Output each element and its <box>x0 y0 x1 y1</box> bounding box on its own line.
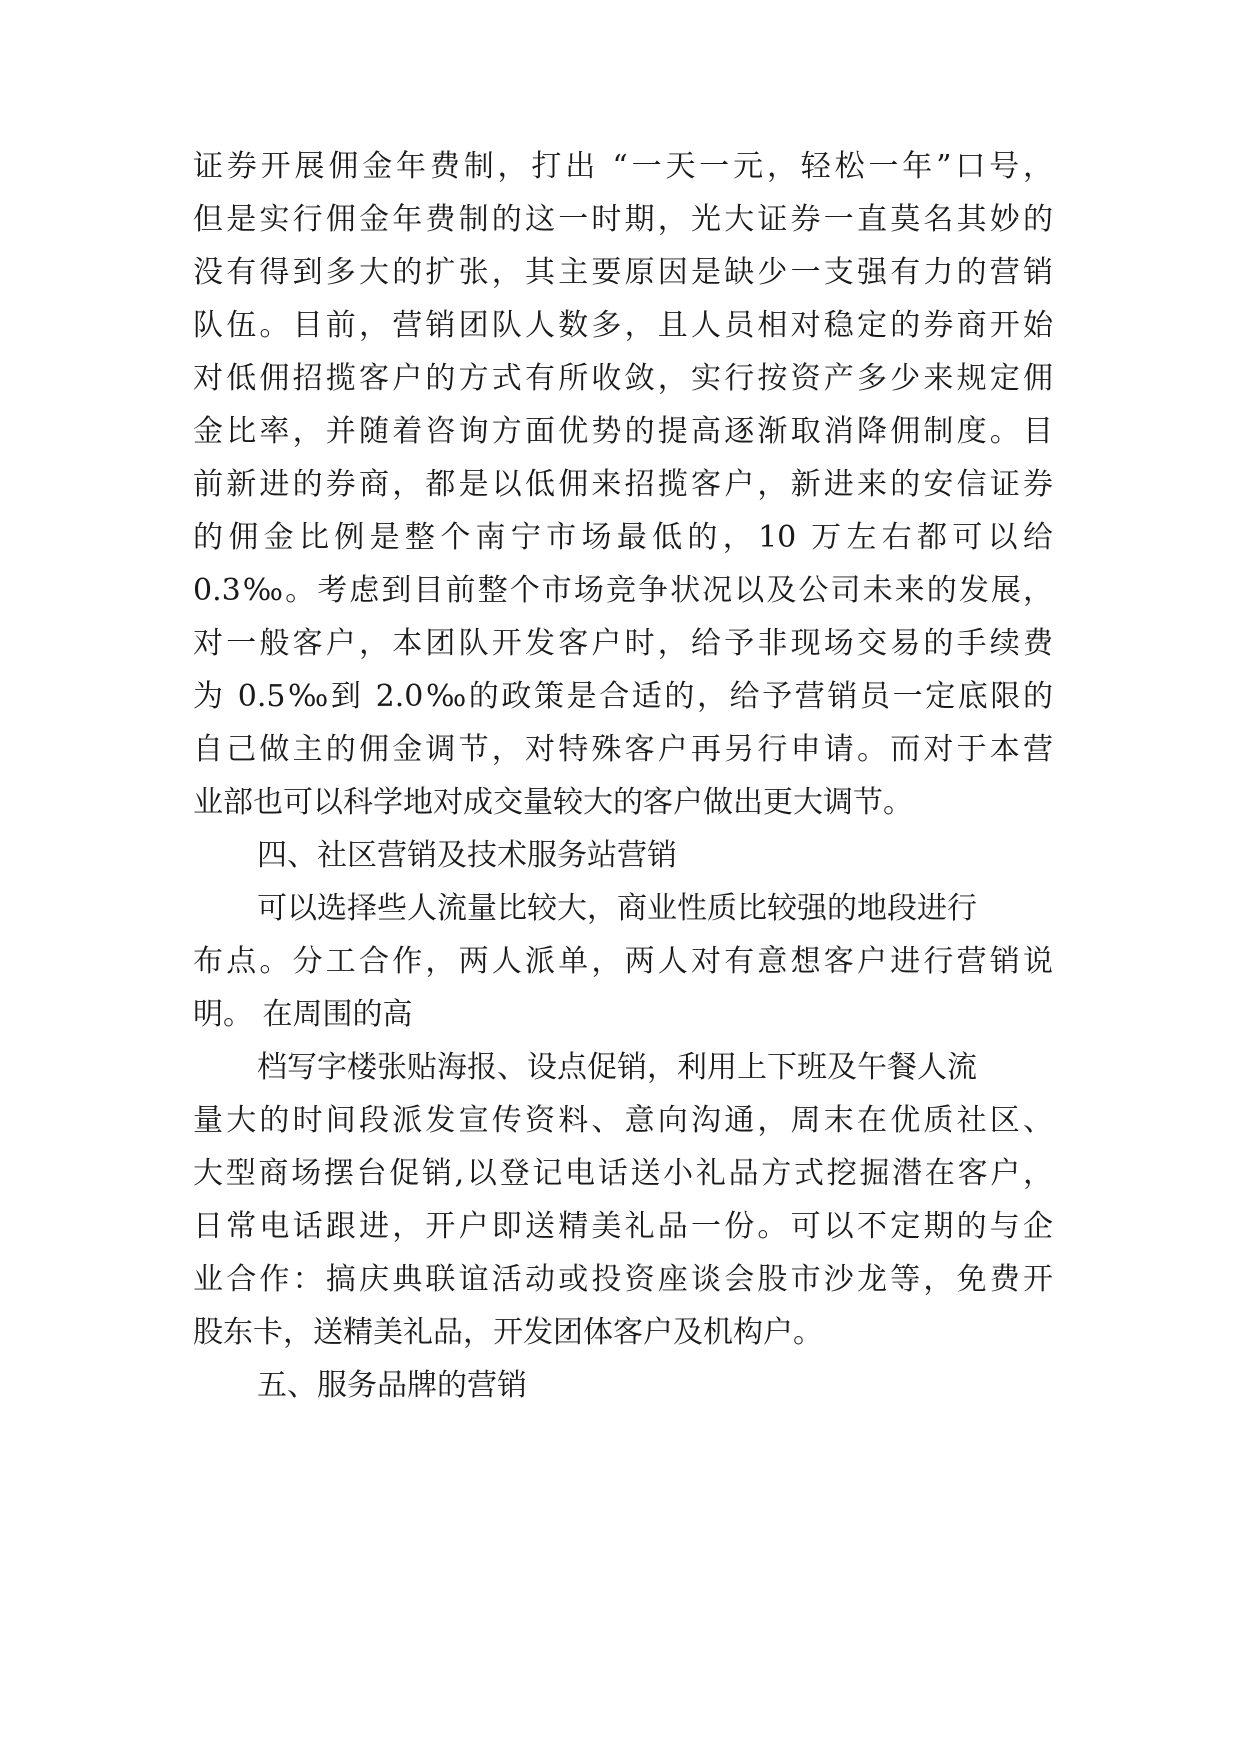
body-line-8: 的佣金比例是整个南宁市场最低的，10 万左右都可以给 <box>193 520 1053 555</box>
body-line-23: 股东卡，送精美礼品，开发团体客户及机构户。 <box>193 1315 823 1350</box>
body-line-15: 可以选择些人流量比较大，商业性质比较强的地段进行 <box>257 891 977 926</box>
body-line-7: 前新进的券商，都是以低佣来招揽客户，新进来的安信证券 <box>193 467 1053 502</box>
body-line-22: 业合作：搞庆典联谊活动或投资座谈会股市沙龙等，免费开 <box>193 1262 1053 1297</box>
body-line-2: 但是实行佣金年费制的这一时期，光大证券一直莫名其妙的 <box>193 202 1053 237</box>
body-line-13: 业部也可以科学地对成交量较大的客户做出更大调节。 <box>193 785 913 820</box>
body-line-4: 队伍。目前，营销团队人数多，且人员相对稳定的券商开始 <box>193 308 1053 343</box>
body-line-12: 自己做主的佣金调节，对特殊客户再另行申请。而对于本营 <box>193 732 1053 767</box>
body-line-10: 对一般客户，本团队开发客户时，给予非现场交易的手续费 <box>193 626 1053 661</box>
section-heading-4: 四、社区营销及技术服务站营销 <box>257 838 677 873</box>
body-line-11: 为 0.5‰到 2.0‰的政策是合适的，给予营销员一定底限的 <box>193 679 1053 714</box>
body-line-3: 没有得到多大的扩张，其主要原因是缺少一支强有力的营销 <box>193 255 1053 290</box>
body-line-17: 明。 在周围的高 <box>193 997 413 1032</box>
body-line-19: 量大的时间段派发宣传资料、意向沟通，周末在优质社区、 <box>193 1103 1053 1138</box>
body-line-6: 金比率，并随着咨询方面优势的提高逐渐取消降佣制度。目 <box>193 414 1053 449</box>
body-line-9: 0.3‰。考虑到目前整个市场竞争状况以及公司未来的发展， <box>193 573 1053 608</box>
section-heading-5: 五、服务品牌的营销 <box>257 1368 527 1403</box>
body-line-5: 对低佣招揽客户的方式有所收敛，实行按资产多少来规定佣 <box>193 361 1053 396</box>
body-line-1: 证券开展佣金年费制，打出 “一天一元，轻松一年”口号， <box>193 149 1053 184</box>
body-line-21: 日常电话跟进，开户即送精美礼品一份。可以不定期的与企 <box>193 1209 1053 1244</box>
body-line-18: 档写字楼张贴海报、设点促销，利用上下班及午餐人流 <box>257 1050 977 1085</box>
body-line-16: 布点。分工合作，两人派单，两人对有意想客户进行营销说 <box>193 944 1053 979</box>
body-line-20: 大型商场摆台促销,以登记电话送小礼品方式挖掘潜在客户， <box>193 1156 1053 1191</box>
